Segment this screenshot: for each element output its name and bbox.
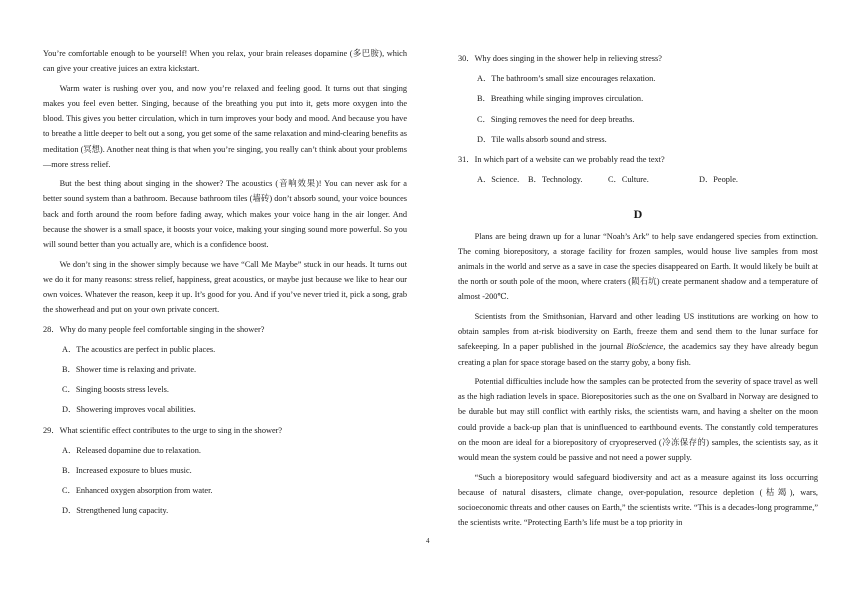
- option: B．Technology.: [528, 175, 583, 185]
- option: C．Culture.: [608, 175, 649, 185]
- paragraph: Plans are being drawn up for a lunar “Noah’s Ark” to help save endangered species from extinction. The coming biorepository, a storage facility for frozen samples, would house live samples from most animals in the world and serve as a save in case the species disappeared on Earth. It would likely be built at the north or south pole of the moon, where craters (陨石坑) create permanent shadow and a temperature of almost -200℃.: [458, 231, 818, 302]
- question-30: 30．Why does singing in the shower help in relieving stress?: [458, 54, 662, 63]
- option: A．Released dopamine due to relaxation.: [62, 445, 201, 455]
- option: C．Enhanced oxygen absorption from water.: [62, 486, 213, 496]
- page-number: 4: [426, 537, 430, 545]
- option: D．People.: [699, 175, 738, 185]
- option: B．Shower time is relaxing and private.: [62, 365, 197, 375]
- options-row: [458, 172, 818, 187]
- option: D．Showering improves vocal abilities.: [62, 405, 196, 415]
- paragraph: Scientists from the Smithsonian, Harvard and other leading US institutions are working on how to obtain samples from at-risk biodiversity on Earth, freeze them and send them to the lunar surface for safekeeping. In a paper published in the journal BioScience, the academics say they have already begun creating a plan for space storage based on the starry goby, a bony fish.: [458, 311, 818, 367]
- paragraph: Potential difficulties include how the samples can be protected from the severity of space travel as well as the high radiation levels in space. Biorepositories such as the one on Svalbard in Norway are designed to be durable but may still conflict with earthly risks, the scientists warn, and having a shelter on the moon could provide a back-up plan that is uninfluenced to earthbound events. The constantly cold temperatures on the moon are ideal for a biorepository of cryopreserved (冷冻保存的) samples, the scientists say, as it would mean the system could be passive and not need a power supply.: [458, 377, 818, 463]
- option: B．Increased exposure to blues music.: [62, 466, 192, 476]
- question-28: 28．Why do many people feel comfortable singing in the shower?: [43, 324, 265, 334]
- journal-name: BioScience: [626, 342, 664, 352]
- paragraph: “Such a biorepository would safeguard biodiversity and act as a measure against its loss occurring because of natural disasters, climate change, over-population, resource depletion (枯竭), wars, socioeconomic threats and other causes on Earth,” the scientists write. “This is a decades-long programme,” the scientists write. “Protecting Earth’s life must be a top priority in: [458, 472, 818, 528]
- option: C．Singing removes the need for deep breaths.: [477, 114, 635, 124]
- option: D．Tile walls absorb sound and stress.: [477, 134, 607, 144]
- left-column: [43, 46, 407, 519]
- option: A．The bathroom’s small size encourages relaxation.: [477, 74, 656, 84]
- section-heading: D: [633, 207, 643, 222]
- paragraph: Warm water is rushing over you, and now you’re relaxed and feeling good. It turns out that singing makes you feel even better. Singing, because of the breathing you put into it, gets more oxygen into the blood. This gives you better circulation, which in turn improves your body and mood. And because you have to breathe a little deeper to belt out a song, you get some of the same relaxation and mind-clearing benefits as meditation (冥想). Another neat thing is that when you’re singing, you really can’t think about your problems—more stress relief.: [43, 83, 407, 169]
- right-column: [458, 50, 818, 535]
- paragraph: We don’t sing in the shower simply because we have “Call Me Maybe” stuck in our heads. It turns out we do it for many reasons: stress relief, happiness, great acoustics, or maybe just because we like to hear our own voices. Whatever the reason, keep it up. It’s good for you. And if you’ve never tried it, pick a song, grab the showerhead and put on your own private concert.: [43, 259, 407, 315]
- option: C．Singing boosts stress levels.: [62, 385, 169, 395]
- option: A．The acoustics are perfect in public places.: [62, 344, 216, 354]
- question-29: 29．What scientific effect contributes to the urge to sing in the shower?: [43, 425, 283, 435]
- question-31: 31．In which part of a website can we probably read the text?: [458, 155, 665, 165]
- option: B．Breathing while singing improves circulation.: [477, 94, 644, 104]
- option: D．Strengthened lung capacity.: [62, 506, 169, 516]
- paragraph: But the best thing about singing in the shower? The acoustics (音响效果)! You can never ask for a better sound system than a bathroom. Because bathroom tiles (墙砖) don’t absorb sound, your voice bounces back and forth around the room before fading away, which makes your voice hang in the air longer. And because the shower is a small space, it boosts your voice, making your singing sound more powerful. So you will sound better than you actually are, which is a confidence boost.: [43, 179, 407, 250]
- paragraph: You’re comfortable enough to be yourself! When you relax, your brain releases dopamine (多巴胺), which can give your creative juices an extra kickstart.: [43, 49, 407, 74]
- option: A．Science.: [477, 175, 520, 185]
